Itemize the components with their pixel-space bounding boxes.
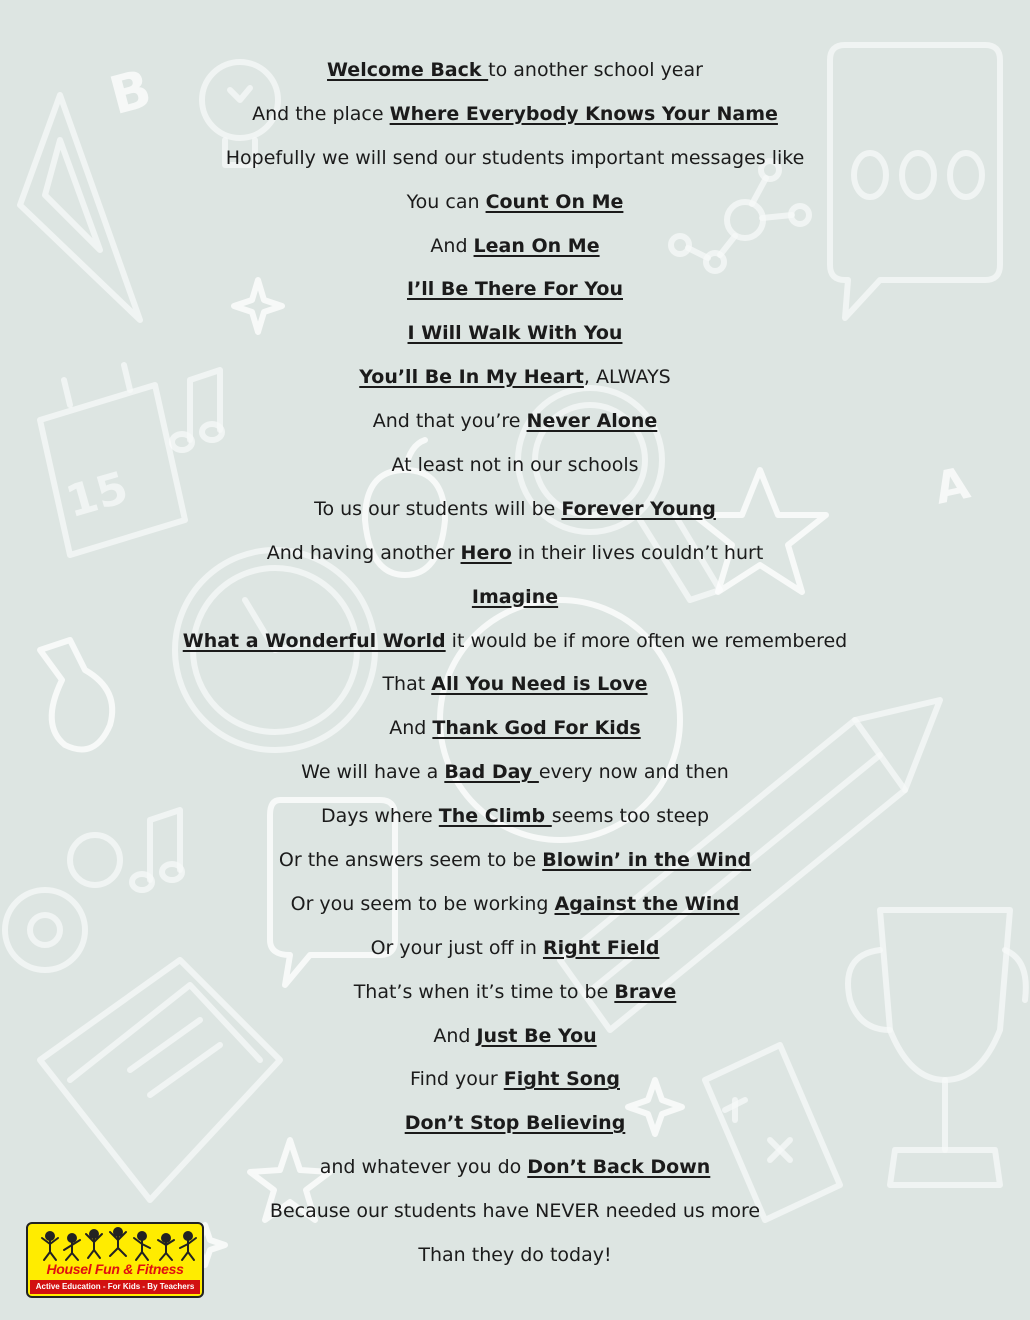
line-text: Hopefully we will send our students important messages like xyxy=(225,146,805,169)
poem-line xyxy=(0,842,1030,886)
poem-line xyxy=(0,886,1030,930)
poem-line xyxy=(0,359,1030,403)
line-text: in their lives couldn’t hurt xyxy=(511,541,764,564)
song-title: Imagine xyxy=(471,585,559,608)
line-text: At least not in our schools xyxy=(391,454,639,477)
line-text: seems too steep xyxy=(551,805,710,828)
line-text: Than they do today! xyxy=(418,1244,612,1267)
poem xyxy=(0,52,1030,1281)
line-text: , ALWAYS xyxy=(583,366,671,389)
line-text: Days where xyxy=(320,805,439,828)
poem-line xyxy=(0,623,1030,667)
poem-line xyxy=(0,184,1030,228)
song-title: Count On Me xyxy=(485,190,624,213)
poem-line xyxy=(0,1061,1030,1105)
poem-line xyxy=(0,1149,1030,1193)
poem-line xyxy=(0,403,1030,447)
line-text: Or your just off in xyxy=(370,936,543,959)
line-text: And xyxy=(433,1024,477,1047)
poem-line xyxy=(0,754,1030,798)
song-title: Just Be You xyxy=(476,1024,597,1047)
logo-title: Housel Fun & Fitness xyxy=(46,1261,184,1277)
song-title: What a Wonderful World xyxy=(182,629,446,652)
song-title: Thank God For Kids xyxy=(432,717,641,740)
line-text: And the place xyxy=(252,102,390,125)
line-text: To us our students will be xyxy=(314,497,562,520)
line-text: Or you seem to be working xyxy=(290,892,555,915)
line-text: And xyxy=(389,717,433,740)
poem-line xyxy=(0,579,1030,623)
line-text: to another school year xyxy=(488,59,703,81)
song-title: Bad Day xyxy=(444,761,539,784)
line-text: Because our students have NEVER needed us more xyxy=(269,1200,761,1223)
poem-line xyxy=(0,666,1030,710)
song-title: I Will Walk With You xyxy=(407,322,623,345)
poem-line xyxy=(0,930,1030,974)
song-title: Against the Wind xyxy=(554,892,740,915)
song-title: Don’t Back Down xyxy=(527,1156,711,1179)
line-text: Find your xyxy=(410,1068,504,1091)
poem-line xyxy=(0,228,1030,272)
line-text: And having another xyxy=(266,541,461,564)
song-title: Brave xyxy=(614,980,677,1003)
song-title: The Climb xyxy=(438,805,552,828)
song-title: Blowin’ in the Wind xyxy=(542,849,752,872)
song-title: Welcome Back xyxy=(327,59,489,81)
song-title: Right Field xyxy=(542,936,660,959)
poem-line xyxy=(0,974,1030,1018)
letter-a-icon: A xyxy=(930,457,975,515)
song-title: Forever Young xyxy=(561,497,716,520)
poem-line xyxy=(0,798,1030,842)
poem-line xyxy=(0,1105,1030,1149)
song-title: Never Alone xyxy=(526,410,658,433)
poem-line xyxy=(0,140,1030,184)
poem-line xyxy=(0,52,1030,96)
song-title: Lean On Me xyxy=(473,234,600,257)
jumping-kids-icon xyxy=(28,1224,204,1264)
poem-line xyxy=(0,1018,1030,1062)
poem-line xyxy=(0,271,1030,315)
line-text: And xyxy=(430,234,474,257)
housel-fun-fitness-logo xyxy=(26,1222,204,1298)
poem-line xyxy=(0,491,1030,535)
line-text: and whatever you do xyxy=(319,1156,528,1179)
song-title: You’ll Be In My Heart xyxy=(359,366,584,389)
line-text: Or the answers seem to be xyxy=(278,849,543,872)
logo-tagline: Active Education - For Kids - By Teachers xyxy=(30,1280,200,1294)
song-title: Don’t Stop Believing xyxy=(404,1112,626,1135)
song-title: All You Need is Love xyxy=(431,673,648,696)
poem-line xyxy=(0,315,1030,359)
poem-line xyxy=(0,447,1030,491)
svg-text:15: 15 xyxy=(60,462,134,529)
line-text: it would be if more often we remembered xyxy=(445,629,848,652)
poem-line xyxy=(0,96,1030,140)
line-text: That xyxy=(382,673,432,696)
poem-line xyxy=(0,535,1030,579)
letter-b-icon: B xyxy=(103,58,158,128)
song-title: Hero xyxy=(460,541,512,564)
poem-line xyxy=(0,710,1030,754)
song-title: Fight Song xyxy=(503,1068,620,1091)
line-text: We will have a xyxy=(301,761,445,784)
song-title: Where Everybody Knows Your Name xyxy=(389,102,778,125)
line-text: You can xyxy=(406,190,486,213)
line-text: And that you’re xyxy=(372,410,527,433)
line-text: every now and then xyxy=(538,761,729,784)
song-title: I’ll Be There For You xyxy=(407,278,623,301)
line-text: That’s when it’s time to be xyxy=(353,980,615,1003)
